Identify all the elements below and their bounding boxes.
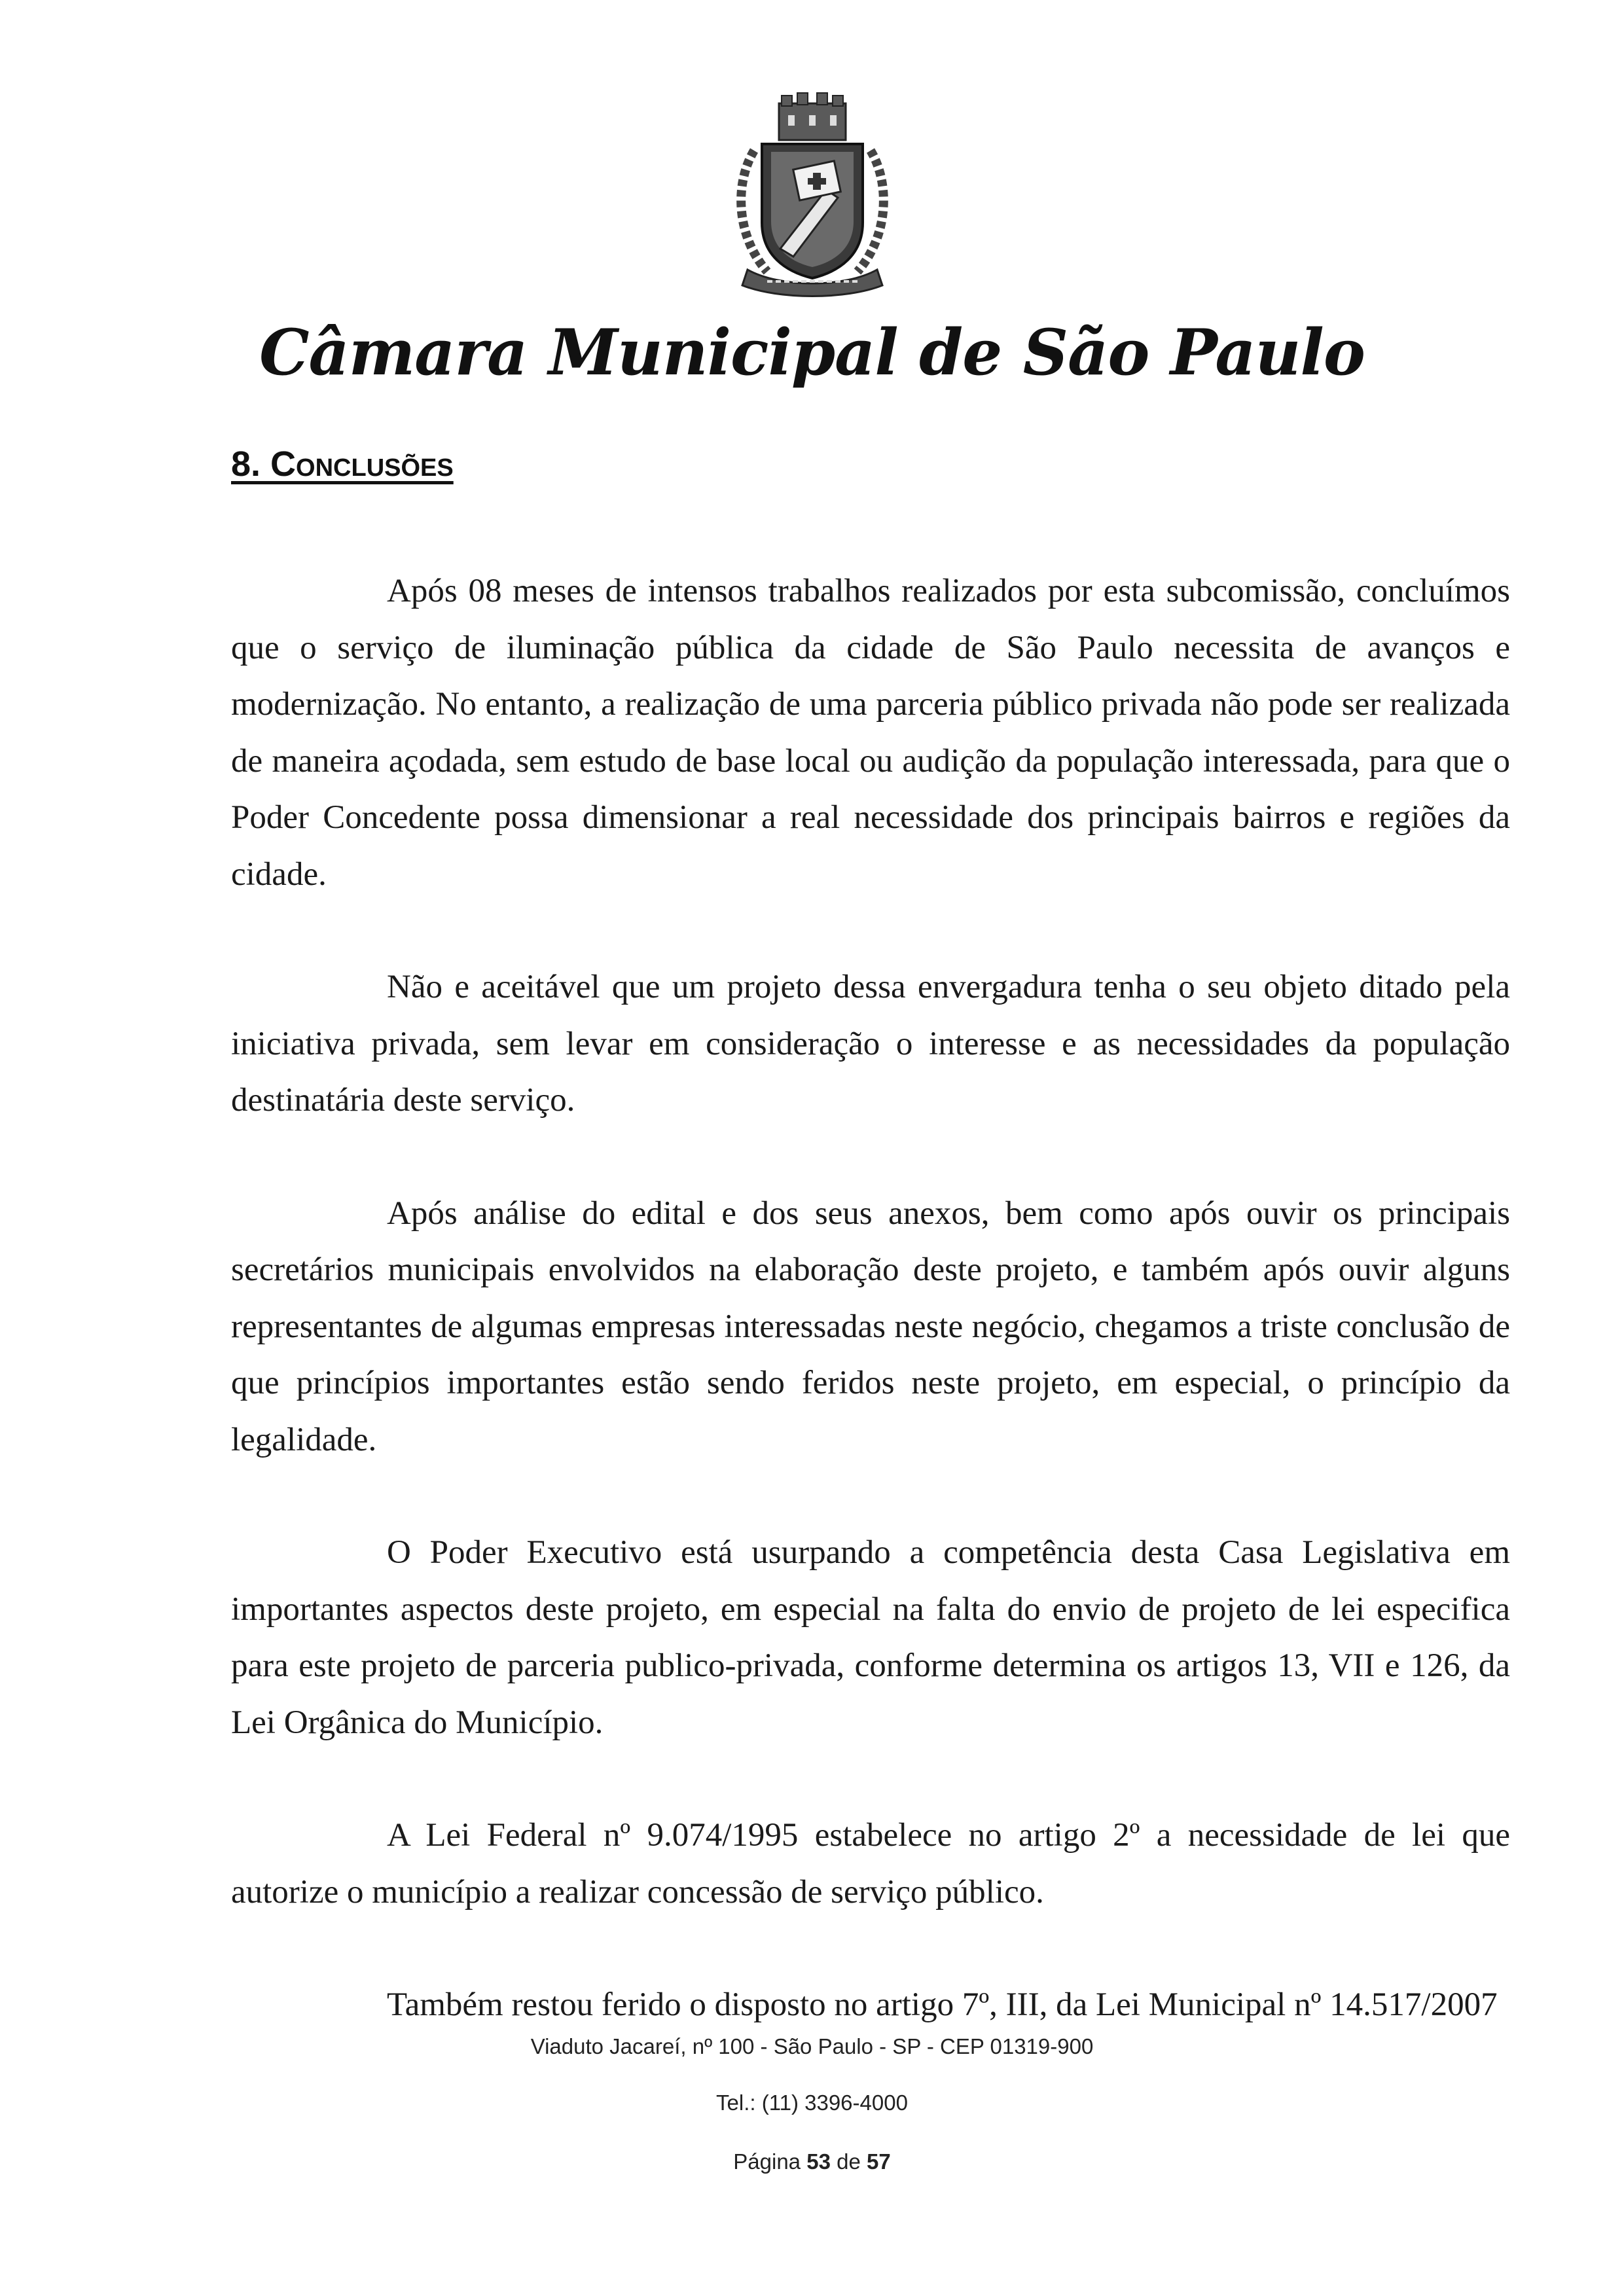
footer-phone: Tel.: (11) 3396-4000 xyxy=(716,2090,908,2115)
paragraph-5: A Lei Federal nº 9.074/1995 estabelece no artigo 2º a necessidade de lei que autorize o município a realizar concessão de serviço público. xyxy=(231,1817,1510,1910)
paragraph-2: Não e aceitável que um projeto dessa envergadura tenha o seu objeto ditado pela iniciativa privada, sem levar em consideração o interesse e as necessidades da população destinatária deste serviço. xyxy=(231,969,1510,1119)
body-text xyxy=(231,563,1510,2034)
section-heading: 8. Conclusões xyxy=(231,444,454,484)
page-of: de xyxy=(837,2149,861,2174)
paragraph-6: Também restou ferido o disposto no artigo 7º, III, da Lei Municipal nº 14.517/2007 xyxy=(387,1986,1498,2023)
paragraph-1: Após 08 meses de intensos trabalhos realizados por esta subcomissão, concluímos que o serviço de iluminação pública da cidade de São Paulo necessita de avanços e modernização. No entanto, a realização de uma parceria público privada não pode ser realizada de maneira açodada, sem estudo de base local ou audição da população interessada, para que o Poder Concedente possa dimensionar a real necessidade dos principais bairros e regiões da cidade. xyxy=(231,573,1510,893)
page-number xyxy=(0,2149,1624,2174)
header-title: Câmara Municipal de São Paulo xyxy=(259,315,1365,389)
paragraph-3: Após análise do edital e dos seus anexos, bem como após ouvir os principais secretários municipais envolvidos na elaboração deste projeto, e também após ouvir alguns representantes de algumas empresas interessadas neste negócio, chegamos a triste conclusão de que princípios importantes estão sendo feridos neste projeto, em especial, o princípio da legalidade. xyxy=(231,1194,1510,1458)
paragraph-4: O Poder Executivo está usurpando a competência desta Casa Legislativa em importantes aspectos deste projeto, em especial na falta do envio de projeto de lei especifica para este projeto de parceria publico-privada, conforme determina os artigos 13, VII e 126, da Lei Orgânica do Município. xyxy=(231,1534,1510,1741)
coat-of-arms-icon xyxy=(728,92,897,300)
page-total: 57 xyxy=(867,2149,891,2174)
page-label: Página xyxy=(733,2149,801,2174)
page-current: 53 xyxy=(806,2149,831,2174)
footer-address: Viaduto Jacareí, nº 100 - São Paulo - SP - CEP 01319-900 xyxy=(530,2034,1094,2058)
